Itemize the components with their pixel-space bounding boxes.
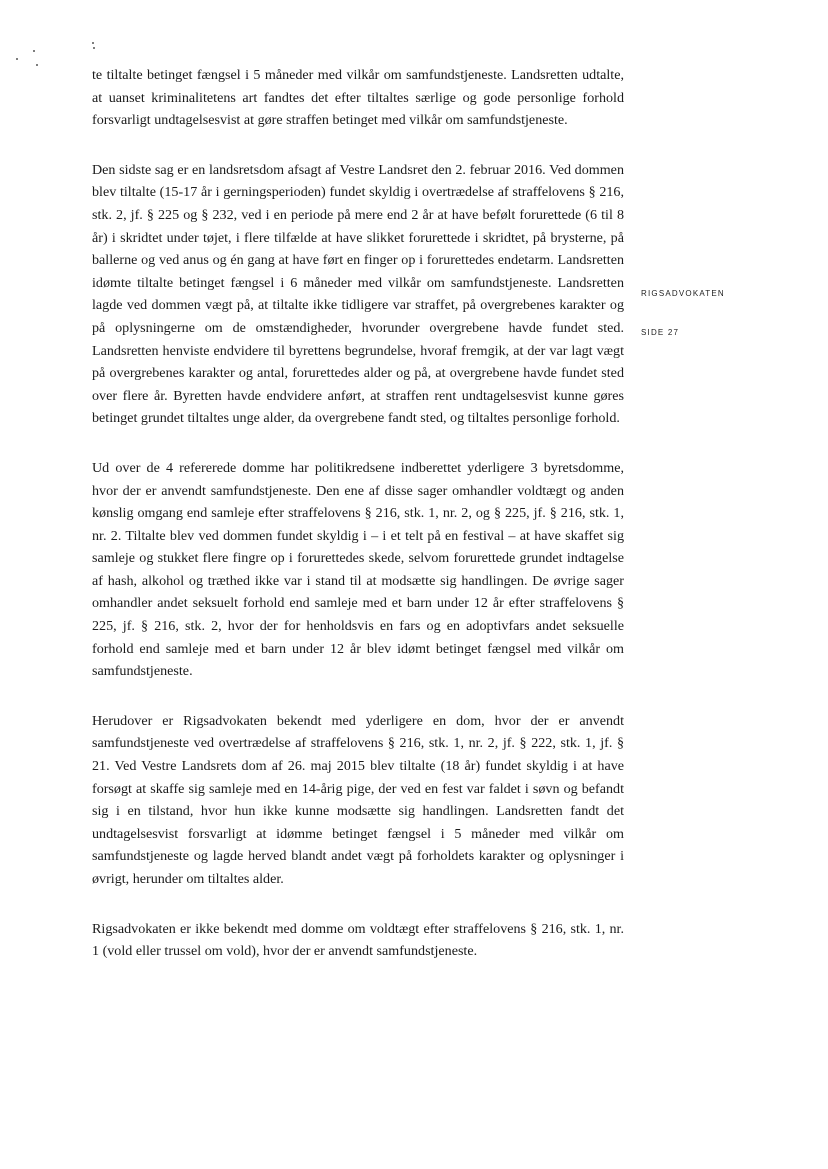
paragraph-3: Ud over de 4 refererede domme har politikredsene indberettet yderligere 3 byretsdomme, hvor der er anvendt samfundstjeneste. Den ene af disse sager omhandler voldtægt og anden kønslig omgang end samleje efter straffelovens § 216, stk. 1, nr. 2, og § 225, jf. § 216, stk. 1, nr. 2. Tiltalte blev ved dommen fundet skyldig i – i et telt på en festival – at have skaffet sig samleje og stukket flere fingre op i forurettedes skede, selvom forurettede grundet indtagelse af hash, alkohol og træthed ikke var i stand til at modsætte sig handlingen. De øvrige sager omhandler andet seksuelt forhold end samleje med et barn under 12 år efter straffelovens § 225, jf. § 216, stk. 2, hvor der for henholdsvis en fars og en adoptivfars andet seksuelle forhold end samleje med et barn under 12 år blev idømt betinget fængsel med vilkår om samfundstjeneste. <box>92 459 624 680</box>
organization-label: RIGSADVOKATEN <box>641 289 725 298</box>
paragraph-1: te tiltalte betinget fængsel i 5 måneder med vilkår om samfundstjeneste. Landsretten udtalte, at uanset kriminalitetens art fandtes det efter tiltaltes særlige og gode personlige forhold forsvarligt undtagelsesvist at gøre straffen betinget med vilkår om samfundstjeneste. <box>92 67 624 129</box>
document-body <box>92 64 624 990</box>
paragraph-5: Rigsadvokaten er ikke bekendt med domme om voldtægt efter straffelovens § 216, stk. 1, nr. 1 (vold eller trussel om vold), hvor der er anvendt samfundstjeneste. <box>92 920 624 960</box>
paragraph-2: Den sidste sag er en landsretsdom afsagt af Vestre Landsret den 2. februar 2016. Ved dommen blev tiltalte (15-17 år i gerningsperioden) fundet skyldig i overtrædelse af straffelovens § 216, stk. 2, jf. § 225 og § 232, ved i en periode på mere end 2 år at have befølt forurettede (6 til 8 år) i skridtet under tøjet, i flere tilfælde at have slikket forurettede i skridtet, på brysterne, på ballerne og ved anus og én gang at have ført en finger op i forurettedes endetarm. Landsretten idømte tiltalte betinget fængsel i 6 måneder med vilkår om samfundstjeneste. Landsretten lagde ved dommen vægt på, at tiltalte ikke tidligere var straffet, på overgrebenes karakter og på oplysningerne om de omstændigheder, hvorunder overgrebene havde fundet sted. Landsretten henviste endvidere til byrettens begrundelse, hvoraf fremgik, at der var lagt vægt på overgrebenes karakter og antal, forurettedes alder og på, at overgrebene havde fundet sted over flere år. Byretten havde endvidere anført, at straffen rent undtagelsesvist kunne gøres betinget grundet tiltaltes unge alder, da overgrebene fandt sted, og tiltaltes personlige forhold. <box>92 161 624 427</box>
page-number: SIDE 27 <box>641 328 680 337</box>
paragraph-4: Herudover er Rigsadvokaten bekendt med yderligere en dom, hvor der er anvendt samfundstjeneste ved overtrædelse af straffelovens § 216, stk. 1, nr. 2, jf. § 222, stk. 1, jf. § 21. Ved Vestre Landsrets dom af 26. maj 2015 blev tiltalte (18 år) fundet skyldig i at have forsøgt at skaffe sig samleje med en 14-årig pige, der ved en fest var faldet i søvn og befandt sig i en tilstand, hvor hun ikke kunne modsætte sig handlingen. Landsretten fandt det undtagelsesvist forsvarligt at idømme betinget fængsel i 5 måneder med vilkår om samfundstjeneste og lagde herved blandt andet vægt på forholdets karakter og oplysninger i øvrigt, herunder om tiltaltes alder. <box>92 712 624 887</box>
